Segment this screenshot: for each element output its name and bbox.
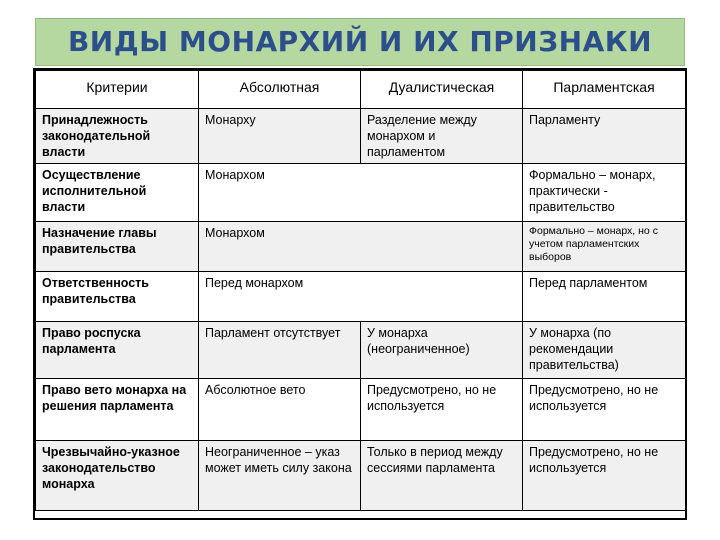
header-absolute: Абсолютная <box>199 71 361 109</box>
absolute-cell: Неограниченное – указ может иметь силу закона <box>199 441 361 511</box>
table-row <box>36 164 686 222</box>
table-row <box>36 222 686 272</box>
parliamentary-cell: Предусмотрено, но не используется <box>523 441 686 511</box>
absolute-dualistic-cell: Перед монархом <box>199 272 523 322</box>
header-parliamentary: Парламентская <box>523 71 686 109</box>
criterion-cell: Право роспуска парламента <box>36 322 199 379</box>
table-row <box>36 109 686 164</box>
header-criteria: Критерии <box>36 71 199 109</box>
criterion-cell: Принадлежность законодательной власти <box>36 109 199 164</box>
parliamentary-cell: Формально – монарх, но с учетом парламентских выборов <box>523 222 686 272</box>
absolute-cell: Абсолютное вето <box>199 379 361 441</box>
table-row <box>36 441 686 511</box>
dualistic-cell: Предусмотрено, но не используется <box>361 379 523 441</box>
table-row <box>36 272 686 322</box>
criterion-cell: Назначение главы правительства <box>36 222 199 272</box>
criterion-cell: Право вето монарха на решения парламента <box>36 379 199 441</box>
title-banner <box>35 18 685 66</box>
header-row <box>36 71 686 109</box>
monarchy-table <box>35 70 686 511</box>
criterion-cell: Осуществление исполнительной власти <box>36 164 199 222</box>
criterion-cell: Ответственность правительства <box>36 272 199 322</box>
absolute-cell: Парламент отсутствует <box>199 322 361 379</box>
parliamentary-cell: Перед парламентом <box>523 272 686 322</box>
parliamentary-cell: Формально – монарх, практически - правительство <box>523 164 686 222</box>
header-dualistic: Дуалистическая <box>361 71 523 109</box>
dualistic-cell: У монарха (неограниченное) <box>361 322 523 379</box>
absolute-cell: Монарху <box>199 109 361 164</box>
page-title: ВИДЫ МОНАРХИЙ И ИХ ПРИЗНАКИ <box>67 25 653 58</box>
table-row <box>36 379 686 441</box>
dualistic-cell: Разделение между монархом и парламентом <box>361 109 523 164</box>
criterion-cell: Чрезвычайно-указное законодательство монарха <box>36 441 199 511</box>
parliamentary-cell: Парламенту <box>523 109 686 164</box>
parliamentary-cell: У монарха (по рекомендации правительства) <box>523 322 686 379</box>
dualistic-cell: Только в период между сессиями парламента <box>361 441 523 511</box>
parliamentary-cell: Предусмотрено, но не используется <box>523 379 686 441</box>
absolute-dualistic-cell: Монархом <box>199 222 523 272</box>
absolute-dualistic-cell: Монархом <box>199 164 523 222</box>
table-row <box>36 322 686 379</box>
